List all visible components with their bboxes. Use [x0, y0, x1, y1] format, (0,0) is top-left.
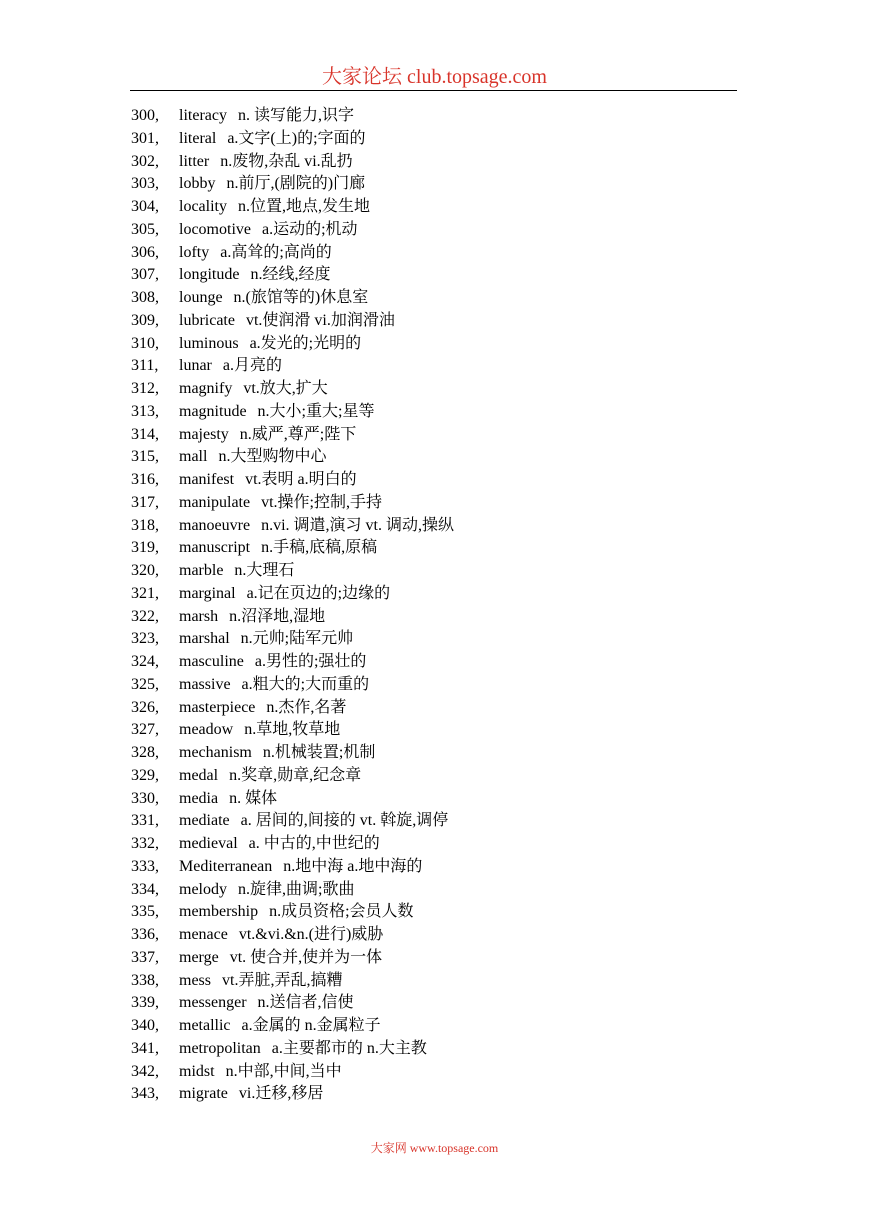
entry-definition: n.旋律,曲调;歌曲 [238, 880, 355, 898]
entry-term: magnify [179, 380, 233, 397]
entry-term: longitude [179, 266, 240, 284]
list-item [131, 378, 751, 401]
entry-definition: n. 读写能力,识字 [237, 107, 354, 124]
entry-term: mediate [179, 812, 230, 830]
entry-number: 306, [131, 243, 159, 261]
entry-number: 316, [131, 471, 159, 488]
entry-term: lunar [179, 357, 212, 375]
list-item [131, 856, 751, 879]
entry-number: 319, [131, 539, 159, 557]
entry-number: 311, [131, 357, 159, 375]
entry-term: manuscript [179, 539, 251, 557]
page-header: 大家论坛 club.topsage.com [322, 66, 547, 88]
entry-term: marsh [179, 607, 219, 625]
entry-definition: vt. 使合并,使并为一体 [229, 948, 383, 966]
entry-term: litter [179, 152, 210, 170]
entry-number: 313, [131, 402, 159, 420]
list-item [131, 788, 751, 811]
entry-term: messenger [179, 994, 247, 1012]
entry-definition: n.废物,杂乱 vi.乱扔 [220, 152, 353, 170]
entry-term: manipulate [179, 493, 251, 511]
list-item [131, 173, 751, 196]
entry-term: migrate [179, 1085, 228, 1103]
entry-term: melody [179, 880, 227, 898]
entry-definition: n.威严,尊严;陛下 [239, 425, 357, 443]
list-item [131, 492, 751, 515]
list-item [131, 606, 751, 629]
entry-number: 310, [131, 334, 159, 352]
entry-number: 334, [131, 880, 159, 898]
entry-definition: n.大型购物中心 [218, 448, 327, 466]
entry-term: locomotive [179, 220, 251, 238]
entry-number: 305, [131, 220, 159, 238]
entry-number: 312, [131, 380, 159, 397]
entry-term: marginal [179, 584, 236, 602]
entry-number: 320, [131, 562, 159, 579]
entry-definition: vt.使润滑 vi.加润滑油 [245, 311, 395, 329]
list-item [131, 924, 751, 947]
list-item [131, 583, 751, 606]
entry-definition: a.粗大的;大而重的 [241, 675, 370, 693]
entry-term: metropolitan [179, 1039, 261, 1057]
entry-number: 315, [131, 448, 159, 466]
entry-term: media [179, 789, 219, 807]
entry-definition: vt.表明 a.明白的 [245, 471, 357, 488]
entry-number: 300, [131, 107, 159, 124]
list-item [131, 879, 751, 902]
entry-term: mess [179, 971, 211, 989]
entry-definition: n.草地,牧草地 [244, 721, 341, 739]
entry-term: lounge [179, 289, 223, 306]
entry-number: 322, [131, 607, 159, 625]
entry-definition: a. 中古的,中世纪的 [248, 835, 380, 852]
list-item [131, 674, 751, 697]
entry-number: 329, [131, 766, 159, 784]
list-item [131, 287, 751, 310]
entry-number: 317, [131, 493, 159, 511]
entry-definition: n.经线,经度 [250, 266, 331, 284]
entry-number: 342, [131, 1062, 159, 1080]
entry-term: Mediterranean [179, 857, 273, 875]
list-item [131, 355, 751, 378]
entry-definition: n.地中海 a.地中海的 [283, 857, 423, 875]
list-item [131, 765, 751, 788]
entry-term: medal [179, 766, 219, 784]
entry-term: metallic [179, 1017, 231, 1034]
entry-definition: n.杰作,名著 [266, 698, 347, 716]
list-item [131, 515, 751, 538]
list-item [131, 151, 751, 174]
list-item [131, 128, 751, 151]
list-item [131, 219, 751, 242]
entry-definition: n.机械装置;机制 [262, 744, 376, 761]
list-item [131, 719, 751, 742]
entry-number: 331, [131, 812, 159, 830]
list-item [131, 1038, 751, 1061]
entry-term: masterpiece [179, 698, 256, 716]
entry-term: literacy [179, 107, 227, 124]
list-item [131, 1061, 751, 1084]
entry-definition: vt.操作;控制,手持 [261, 493, 382, 511]
entry-number: 340, [131, 1017, 159, 1034]
entry-definition: n.中部,中间,当中 [225, 1062, 342, 1080]
entry-number: 304, [131, 198, 159, 215]
entry-term: locality [179, 198, 227, 215]
entry-term: masculine [179, 653, 244, 670]
list-item [131, 970, 751, 993]
list-item [131, 196, 751, 219]
list-item [131, 242, 751, 265]
entry-definition: a.发光的;光明的 [249, 334, 362, 352]
list-item [131, 697, 751, 720]
list-item [131, 560, 751, 583]
entry-definition: n.成员资格;会员人数 [269, 903, 414, 921]
entry-definition: n.元帅;陆军元帅 [240, 630, 354, 648]
entry-definition: a.运动的;机动 [261, 220, 358, 238]
list-item [131, 469, 751, 492]
entry-number: 308, [131, 289, 159, 306]
entry-definition: a.主要都市的 n.大主教 [271, 1039, 427, 1057]
list-item [131, 537, 751, 560]
entry-definition: a.高耸的;高尚的 [220, 243, 332, 261]
entry-number: 314, [131, 425, 159, 443]
entry-term: literal [179, 129, 217, 147]
list-item [131, 264, 751, 287]
list-item [131, 947, 751, 970]
list-item [131, 833, 751, 856]
list-item [131, 901, 751, 924]
entry-definition: a.文字(上)的;字面的 [227, 129, 366, 147]
entry-number: 324, [131, 653, 159, 670]
entry-number: 301, [131, 129, 159, 147]
entry-number: 326, [131, 698, 159, 716]
entry-term: manifest [179, 471, 235, 488]
entry-definition: vt.放大,扩大 [243, 380, 328, 397]
entry-number: 339, [131, 994, 159, 1012]
entry-term: menace [179, 926, 228, 943]
list-item [131, 810, 751, 833]
entry-term: lofty [179, 243, 210, 261]
list-item [131, 992, 751, 1015]
entry-number: 333, [131, 857, 159, 875]
entry-term: marble [179, 562, 224, 579]
list-item [131, 628, 751, 651]
list-item [131, 333, 751, 356]
entry-term: marshal [179, 630, 230, 648]
entry-definition: n.送信者,信使 [257, 994, 354, 1012]
entry-term: lubricate [179, 311, 235, 329]
entry-definition: vt.弄脏,弄乱,搞糟 [222, 971, 343, 989]
entry-term: medieval [179, 835, 238, 852]
entry-number: 318, [131, 516, 159, 534]
entry-term: meadow [179, 721, 234, 739]
list-item [131, 1015, 751, 1038]
entry-term: manoeuvre [179, 516, 251, 534]
entry-number: 321, [131, 584, 159, 602]
entry-definition: vt.&vi.&n.(进行)威胁 [238, 926, 384, 943]
page-footer: 大家网 www.topsage.com [370, 1141, 499, 1155]
entry-number: 309, [131, 311, 159, 329]
entry-term: magnitude [179, 402, 247, 420]
entry-term: midst [179, 1062, 215, 1080]
entry-number: 328, [131, 744, 159, 761]
entry-definition: n.大小;重大;星等 [257, 402, 375, 420]
entry-number: 335, [131, 903, 159, 921]
entry-definition: a. 居间的,间接的 vt. 斡旋,调停 [240, 812, 449, 830]
entry-definition: n.前厅,(剧院的)门廊 [226, 175, 366, 193]
entry-number: 337, [131, 948, 159, 966]
list-item [131, 742, 751, 765]
entry-definition: a.男性的;强壮的 [254, 653, 367, 670]
entry-term: lobby [179, 175, 216, 193]
entry-number: 332, [131, 835, 159, 852]
entry-number: 338, [131, 971, 159, 989]
list-item [131, 105, 751, 128]
entry-number: 325, [131, 675, 159, 693]
entry-definition: n.手稿,底稿,原稿 [261, 539, 378, 557]
list-item [131, 424, 751, 447]
entry-number: 323, [131, 630, 159, 648]
entry-term: membership [179, 903, 259, 921]
entry-number: 341, [131, 1039, 159, 1057]
list-item [131, 446, 751, 469]
entry-definition: n.大理石 [234, 562, 295, 579]
entry-definition: n.(旅馆等的)休息室 [233, 289, 369, 306]
list-item [131, 310, 751, 333]
entry-term: mechanism [179, 744, 252, 761]
entry-definition: n.沼泽地,湿地 [229, 607, 326, 625]
header-divider [130, 90, 737, 91]
entry-definition: a.月亮的 [222, 357, 282, 375]
entry-definition: n.vi. 调遣,演习 vt. 调动,操纵 [261, 516, 454, 534]
entry-number: 303, [131, 175, 159, 193]
entry-definition: a.记在页边的;边缘的 [246, 584, 391, 602]
entry-definition: vi.迁移,移居 [238, 1085, 324, 1103]
list-item [131, 1083, 751, 1106]
entry-term: merge [179, 948, 219, 966]
entry-term: majesty [179, 425, 229, 443]
entry-number: 343, [131, 1085, 159, 1103]
entry-number: 336, [131, 926, 159, 943]
entry-definition: a.金属的 n.金属粒子 [241, 1017, 381, 1034]
entry-definition: n.奖章,勋章,纪念章 [229, 766, 362, 784]
entry-term: luminous [179, 334, 239, 352]
entry-definition: n.位置,地点,发生地 [237, 198, 370, 215]
entry-number: 307, [131, 266, 159, 284]
list-item [131, 651, 751, 674]
entry-number: 302, [131, 152, 159, 170]
list-item [131, 401, 751, 424]
vocabulary-list [131, 105, 751, 1106]
entry-term: mall [179, 448, 208, 466]
entry-definition: n. 媒体 [229, 789, 278, 807]
entry-term: massive [179, 675, 231, 693]
entry-number: 330, [131, 789, 159, 807]
entry-number: 327, [131, 721, 159, 739]
